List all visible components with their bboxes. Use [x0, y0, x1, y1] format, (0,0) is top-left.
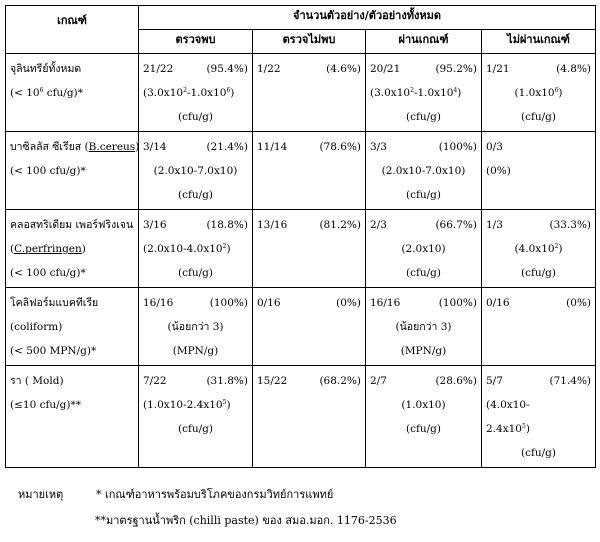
- criteria-limit: (< 100 cfu/g)*: [10, 165, 86, 177]
- count-line: 11/14 (78.6%): [257, 141, 361, 153]
- range-line: $(4.0x10^2)$: [514, 243, 563, 255]
- found-cell: [139, 54, 253, 132]
- unit-line: (MPN/g): [400, 345, 447, 357]
- unit-line: (cfu/g): [178, 189, 213, 201]
- table-row: [6, 288, 596, 366]
- criteria-limit: (< 100 cfu/g)*: [10, 267, 86, 279]
- criteria-name: รา ( Mold): [10, 375, 64, 387]
- fail-cell: [482, 132, 596, 210]
- count-line: 0/16 (0%): [257, 297, 361, 309]
- range-line: (4.0x10-: [486, 399, 530, 411]
- unit-line: (cfu/g): [406, 111, 441, 123]
- count-line: 16/16 (100%): [370, 297, 477, 309]
- criteria-limit: (< $10^6$ cfu/g)*: [10, 87, 83, 99]
- pct-line: (0%): [486, 165, 511, 177]
- not-found-cell: [253, 366, 366, 468]
- criteria-limit: (≤10 cfu/g)**: [10, 399, 81, 411]
- count-line: 2/7 (28.6%): [370, 375, 477, 387]
- unit-line: (cfu/g): [178, 267, 213, 279]
- count-line: 20/21 (95.2%): [370, 63, 477, 75]
- count-line: 2/3 (66.7%): [370, 219, 477, 231]
- found-cell: [139, 288, 253, 366]
- criteria-cell: [6, 54, 139, 132]
- count-line: 1/22 (4.6%): [257, 63, 361, 75]
- found-cell: [139, 210, 253, 288]
- not-found-cell: [253, 54, 366, 132]
- criteria-name: บาซิลลัส ซีเรียส (B.cereus): [10, 141, 140, 153]
- footnote-1: หมายเหตุ * เกณฑ์อาหารพร้อมบริโภคของกรมวิทย์การแพทย์: [18, 482, 397, 508]
- results-table: [5, 5, 596, 468]
- range-line: (2.0x10-7.0x10): [153, 165, 238, 177]
- count-line: 3/3 (100%): [370, 141, 477, 153]
- range-line: (น้อยกว่า 3): [395, 321, 452, 333]
- criteria-cell: [6, 210, 139, 288]
- count-line: 5/7 (71.4%): [486, 375, 592, 387]
- range-line: $(2.0x10-4.0x10^2)$: [143, 243, 231, 255]
- fail-cell: [482, 366, 596, 468]
- header-found: ตรวจพบ: [139, 30, 253, 54]
- header-criteria: เกณฑ์: [6, 6, 139, 54]
- range-line: (1.0x10): [401, 399, 446, 411]
- criteria-limit: (< 500 MPN/g)*: [10, 345, 97, 357]
- range-line-2: $2.4x10^5$): [486, 423, 530, 435]
- pass-cell: [366, 366, 482, 468]
- table-row: [6, 210, 596, 288]
- range-line: $(3.0x10^2-1.0x10^4)$: [370, 87, 462, 99]
- header-total-samples: จำนวนตัวอย่าง/ตัวอย่างทั้งหมด: [139, 6, 596, 30]
- header-not-found: ตรวจไม่พบ: [253, 30, 366, 54]
- count-line: 7/22 (31.8%): [143, 375, 248, 387]
- count-line: 0/3: [486, 141, 503, 153]
- count-line: 3/14 (21.4%): [143, 141, 248, 153]
- header-fail: ไม่ผ่านเกณฑ์: [482, 30, 596, 54]
- fail-cell: [482, 210, 596, 288]
- table-row: [6, 132, 596, 210]
- range-line: (น้อยกว่า 3): [167, 321, 224, 333]
- count-line: 21/22 (95.4%): [143, 63, 248, 75]
- header-row-1: [6, 6, 596, 30]
- header-pass: ผ่านเกณฑ์: [366, 30, 482, 54]
- count-line: 15/22 (68.2%): [257, 375, 361, 387]
- unit-line: (cfu/g): [178, 111, 213, 123]
- criteria-cell: [6, 366, 139, 468]
- range-line: $(1.0x10^6)$: [514, 87, 563, 99]
- unit-line: (cfu/g): [521, 447, 556, 459]
- count-line: 1/3 (33.3%): [486, 219, 592, 231]
- pass-cell: [366, 210, 482, 288]
- criteria-name: โคลิฟอร์มแบคทีเรีย: [10, 297, 99, 309]
- range-line: $(1.0x10-2.4x10^5)$: [143, 399, 231, 411]
- unit-line: (cfu/g): [406, 189, 441, 201]
- count-line: 0/16 (0%): [486, 297, 592, 309]
- criteria-cell: [6, 288, 139, 366]
- count-line: 1/21 (4.8%): [486, 63, 592, 75]
- pass-cell: [366, 54, 482, 132]
- unit-line: (cfu/g): [521, 267, 556, 279]
- range-line: $(3.0x10^2-1.0x10^6)$: [143, 87, 235, 99]
- found-cell: [139, 366, 253, 468]
- fail-cell: [482, 54, 596, 132]
- count-line: 16/16 (100%): [143, 297, 248, 309]
- table-row: [6, 54, 596, 132]
- not-found-cell: [253, 288, 366, 366]
- unit-line: (cfu/g): [406, 423, 441, 435]
- footnote-label: หมายเหตุ: [18, 488, 64, 501]
- table-row: [6, 366, 596, 468]
- criteria-name: จุลินทรีย์ทั้งหมด: [10, 63, 82, 75]
- count-line: 3/16 (18.8%): [143, 219, 248, 231]
- count-line: 13/16 (81.2%): [257, 219, 361, 231]
- footnote-2: **มาตรฐานน้ำพริก (chilli paste) ของ สมอ.มอก. 1176-2536: [95, 514, 397, 527]
- unit-line: (cfu/g): [406, 267, 441, 279]
- criteria-cell: [6, 132, 139, 210]
- unit-line: (MPN/g): [172, 345, 219, 357]
- unit-line: (cfu/g): [521, 111, 556, 123]
- not-found-cell: [253, 210, 366, 288]
- criteria-name: คลอสทริเดียม เพอร์ฟริงเจน: [10, 219, 134, 231]
- pass-cell: [366, 288, 482, 366]
- fail-cell: [482, 288, 596, 366]
- range-line: (2.0x10-7.0x10): [381, 165, 466, 177]
- range-line: (2.0x10): [401, 243, 446, 255]
- unit-line: (cfu/g): [178, 423, 213, 435]
- criteria-sci-name: (C.perfringen): [10, 243, 86, 255]
- found-cell: [139, 132, 253, 210]
- footnotes: [18, 482, 397, 534]
- criteria-sci-name: (coliform): [10, 321, 63, 333]
- not-found-cell: [253, 132, 366, 210]
- pass-cell: [366, 132, 482, 210]
